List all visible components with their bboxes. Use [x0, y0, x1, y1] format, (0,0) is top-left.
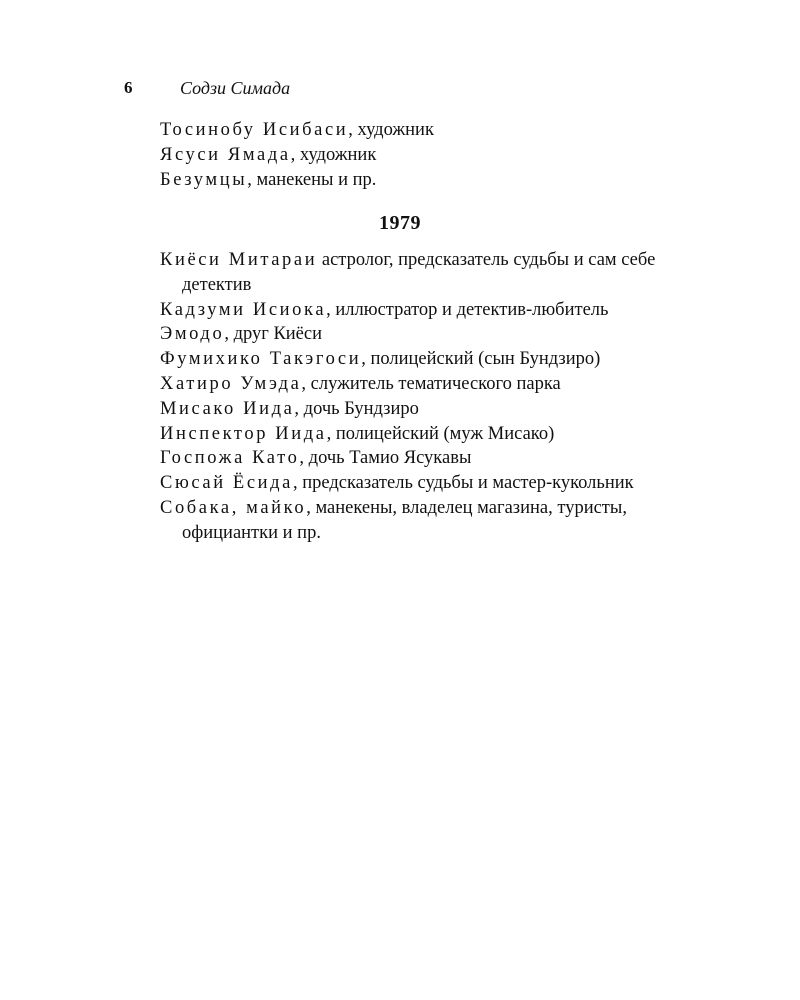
cast-description: , полицейский (муж Мисако): [326, 423, 555, 444]
cast-name: Безумцы: [160, 169, 248, 190]
cast-name: Тосинобу Исибаси: [160, 120, 349, 140]
cast-name: Мисако Иида: [160, 398, 295, 419]
cast-description: , манекены, владелец магазина, туристы, официантки и пр.: [182, 497, 627, 543]
cast-entry: [160, 446, 720, 471]
cast-description: , дочь Бундзиро: [294, 398, 419, 419]
cast-entry: [160, 422, 720, 447]
cast-name: Фумихико Такэгоси: [160, 349, 362, 370]
cast-description: , полицейский (сын Бундзиро): [361, 349, 601, 370]
section-year-heading: 1979: [379, 212, 421, 234]
cast-description: , друг Киёси: [224, 324, 323, 345]
cast-description: , предсказатель судьбы и мастер-кукольник: [292, 473, 634, 494]
cast-description: астролог, предсказатель судьбы и сам себе детектив: [182, 250, 656, 295]
cast-entry: [160, 347, 720, 372]
running-title: Содзи Симада: [180, 78, 291, 98]
cast-list-section-one: [160, 118, 720, 192]
cast-entry: [160, 471, 720, 496]
cast-entry: [160, 118, 720, 143]
cast-list-section-two: [160, 248, 720, 546]
cast-entry: [160, 143, 720, 168]
cast-entry: [160, 496, 720, 546]
cast-description: , служитель тематического парка: [301, 373, 561, 394]
cast-entry: [160, 248, 720, 298]
cast-name: Хатиро Умэда: [160, 373, 302, 394]
cast-entry: [160, 322, 720, 347]
cast-entry: [160, 372, 720, 397]
cast-name: Кадзуми Исиока: [160, 299, 327, 320]
cast-name: Эмодо: [160, 324, 225, 345]
cast-name: Инспектор Иида: [160, 423, 327, 444]
cast-name: Сюсай Ёсида: [160, 473, 293, 494]
cast-name: Собака, майко: [160, 497, 307, 518]
cast-description: , художник: [348, 120, 434, 140]
cast-description: , дочь Тамио Ясукавы: [299, 448, 472, 469]
cast-name: Госпожа Като: [160, 448, 300, 469]
page-number: 6: [124, 78, 133, 97]
cast-description: , манекены и пр.: [247, 169, 377, 190]
cast-entry: [160, 168, 720, 193]
cast-entry: [160, 298, 720, 323]
cast-name: Ясуси Ямада: [160, 144, 291, 165]
cast-name: Киёси Митараи: [160, 250, 318, 270]
cast-entry: [160, 397, 720, 422]
cast-description: , художник: [290, 144, 377, 165]
cast-description: , иллюстратор и детектив-любитель: [326, 299, 609, 320]
